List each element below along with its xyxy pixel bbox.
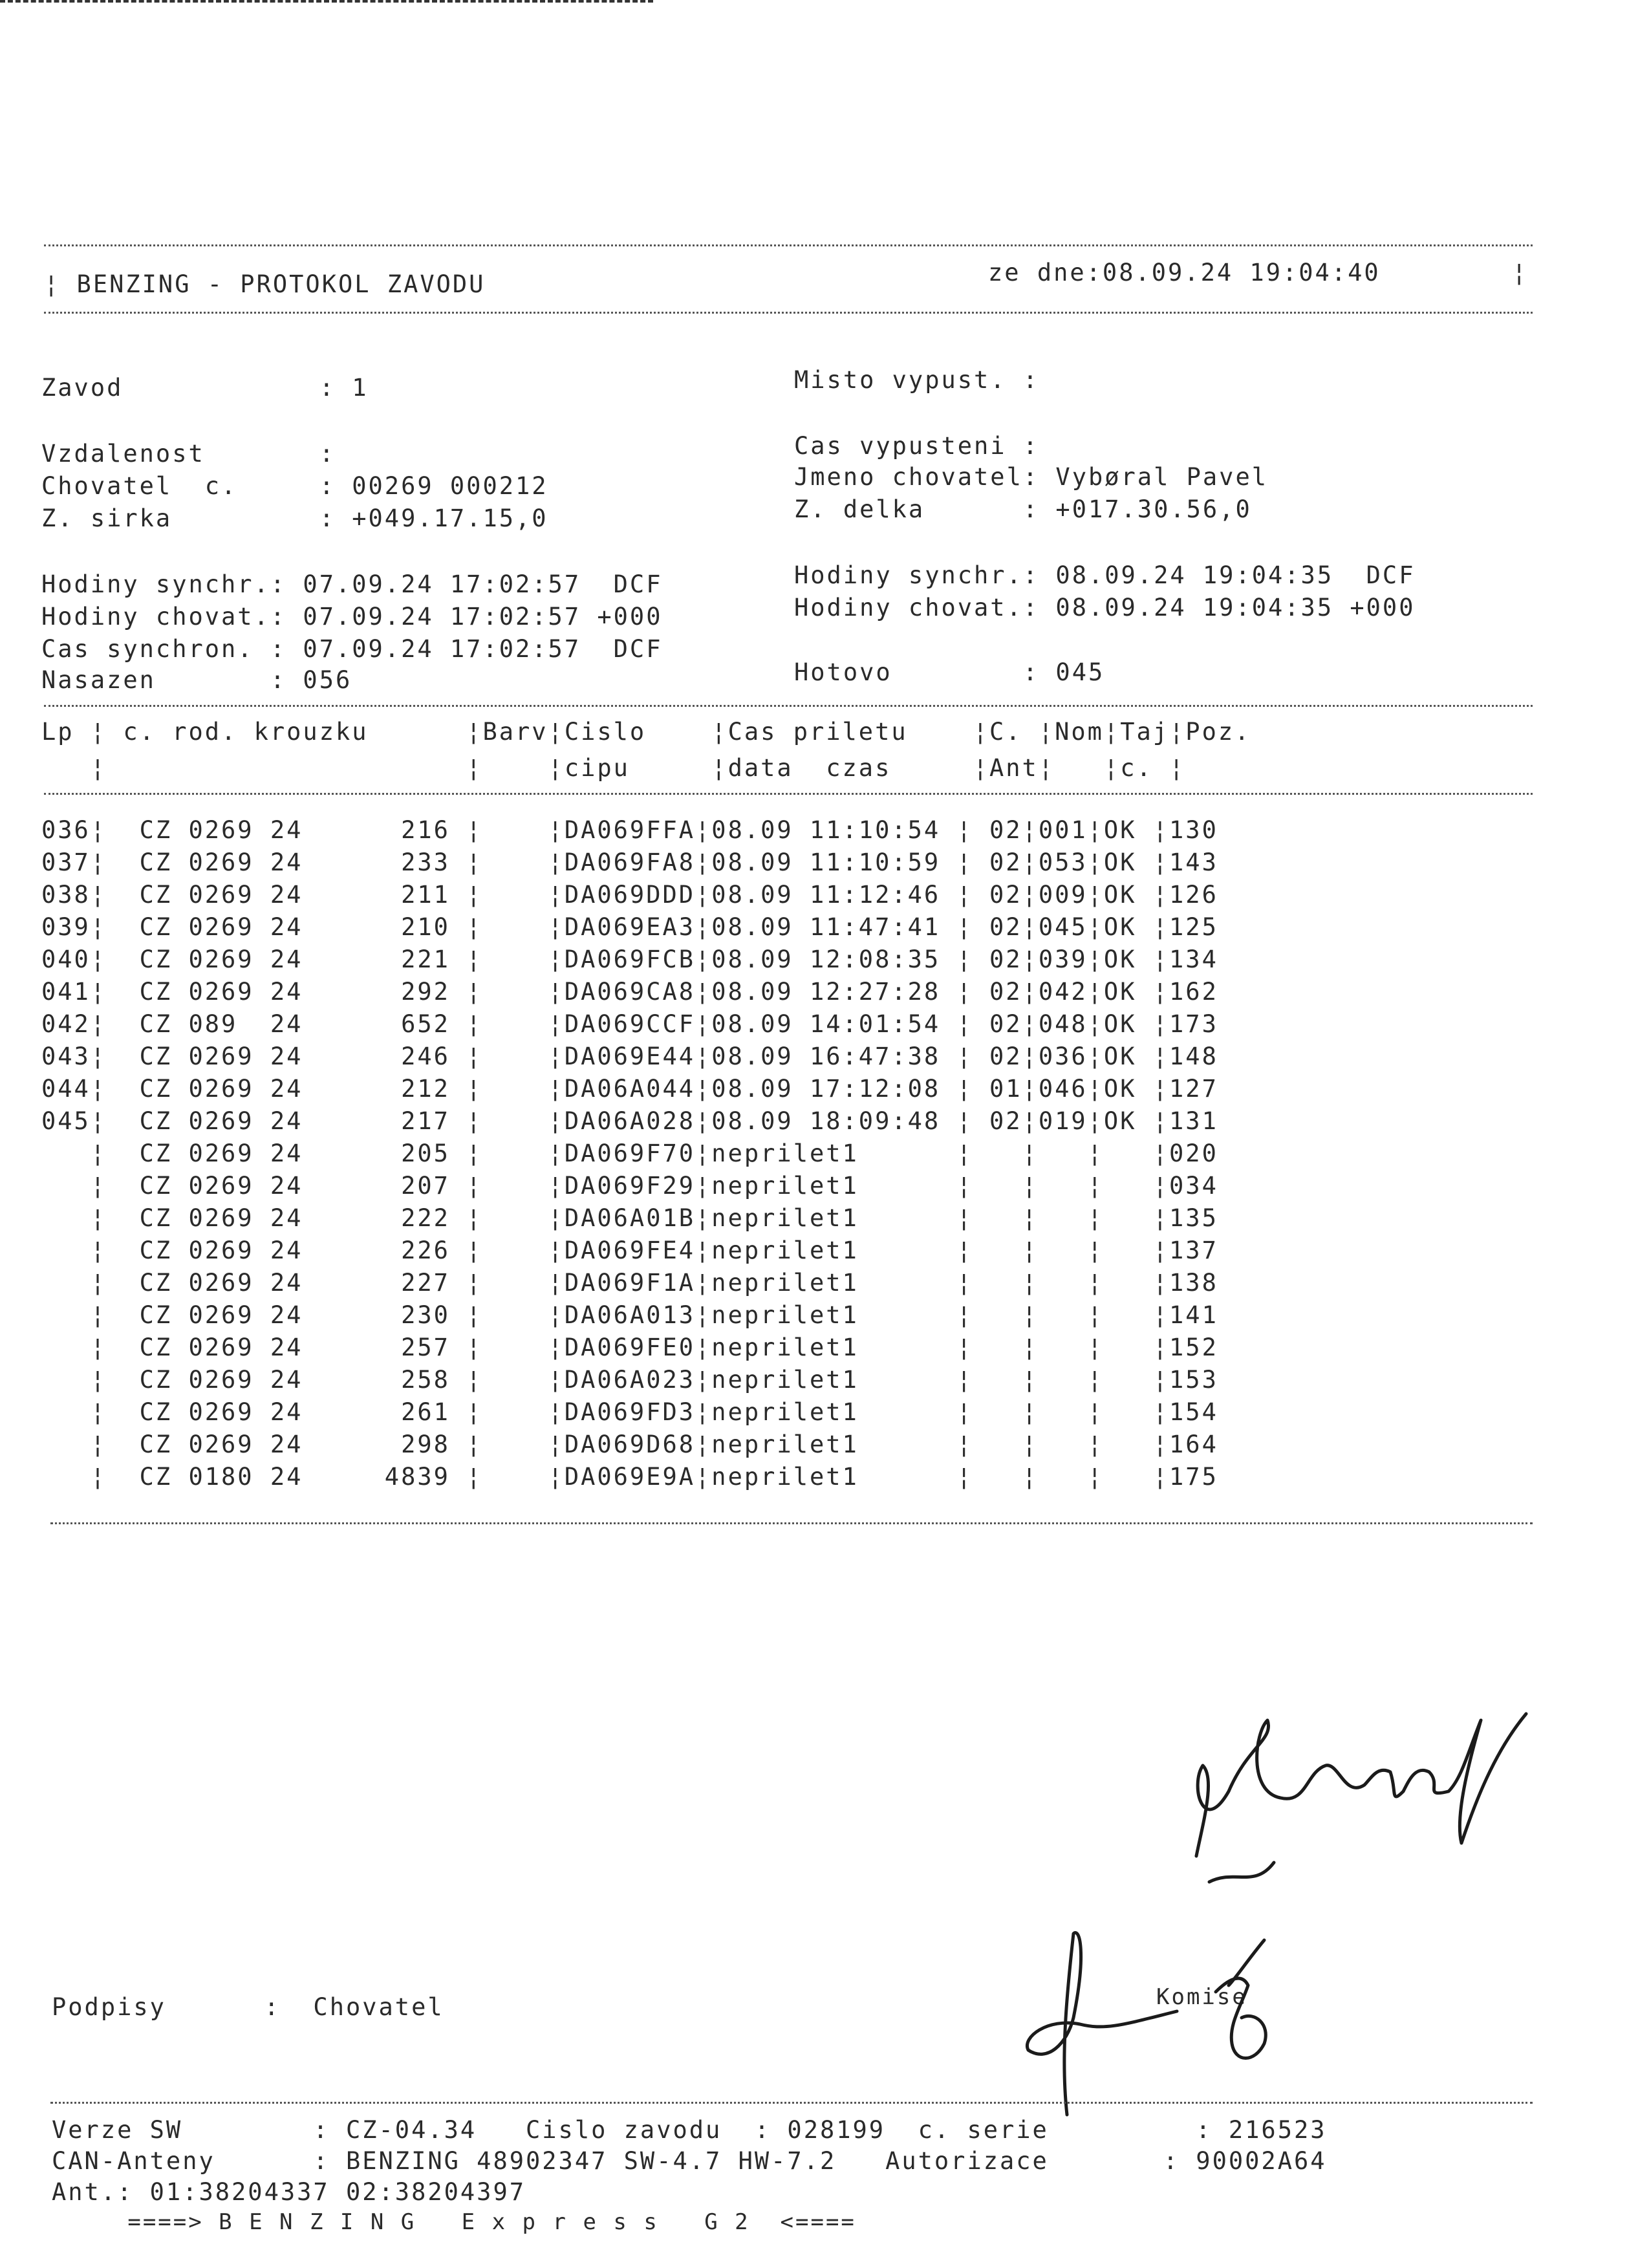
table-row: ¦ CZ 0269 24 230 ¦ ¦DA06A013¦neprilet1 ¦ ¦ ¦ ¦141 <box>41 1301 1218 1329</box>
table-row: ¦ CZ 0269 24 207 ¦ ¦DA069F29¦neprilet1 ¦ ¦ ¦ ¦034 <box>41 1172 1218 1200</box>
table-row: ¦ CZ 0269 24 226 ¦ ¦DA069FE4¦neprilet1 ¦ ¦ ¦ ¦137 <box>41 1237 1218 1264</box>
table-row: 036¦ CZ 0269 24 216 ¦ ¦DA069FFA¦08.09 11:10:54 ¦ 02¦001¦OK ¦130 <box>41 816 1218 844</box>
table-row: ¦ CZ 0269 24 222 ¦ ¦DA06A01B¦neprilet1 ¦ ¦ ¦ ¦135 <box>41 1204 1218 1232</box>
info-z-delka: Z. delka : +017.30.56,0 <box>794 495 1252 523</box>
breeder-signature <box>1177 1694 1539 1914</box>
signatures-label: Podpisy : Chovatel <box>52 1993 444 2021</box>
table-row: 037¦ CZ 0269 24 233 ¦ ¦DA069FA8¦08.09 11:10:59 ¦ 02¦053¦OK ¦143 <box>41 848 1218 876</box>
info-jmeno-chovatel: Jmeno chovatel: Vybøral Pavel <box>794 463 1269 491</box>
table-header-row-1: Lp ¦ c. rod. krouzku ¦Barv¦Cislo ¦Cas priletu ¦C. ¦Nom¦Taj¦Poz. <box>41 718 1251 746</box>
page-edge-mark <box>0 0 653 3</box>
info-chovatel-cislo: Chovatel c. : 00269 000212 <box>41 472 548 500</box>
table-header-row-2: ¦ ¦ ¦cipu ¦data czas ¦Ant¦ ¦c. ¦ <box>41 754 1186 782</box>
info-hodiny-synchr-left: Hodiny synchr.: 07.09.24 17:02:57 DCF <box>41 570 663 598</box>
footer-benzing-express: ====> B E N Z I N G E x p r e s s G 2 <==== <box>52 2209 856 2235</box>
footer-can-antennas: CAN-Anteny : BENZING 48902347 SW-4.7 HW-7.2 Autorizace : 90002A64 <box>52 2147 1327 2175</box>
info-z-sirka: Z. sirka : +049.17.15,0 <box>41 504 548 532</box>
table-row: 045¦ CZ 0269 24 217 ¦ ¦DA06A028¦08.09 18:09:48 ¦ 02¦019¦OK ¦131 <box>41 1107 1218 1135</box>
info-nasazen: Nasazen : 056 <box>41 666 352 694</box>
footer-version: Verze SW : CZ-04.34 Cislo zavodu : 028199 c. serie : 216523 <box>52 2116 1327 2144</box>
commission-signature <box>1009 1914 1280 2121</box>
table-row: 038¦ CZ 0269 24 211 ¦ ¦DA069DDD¦08.09 11:12:46 ¦ 02¦009¦OK ¦126 <box>41 881 1218 909</box>
info-hodiny-chovat-left: Hodiny chovat.: 07.09.24 17:02:57 +000 <box>41 603 663 631</box>
info-hodiny-synchr-right: Hodiny synchr.: 08.09.24 19:04:35 DCF <box>794 561 1416 589</box>
info-zavod: Zavod : 1 <box>41 374 369 402</box>
table-row: ¦ CZ 0269 24 227 ¦ ¦DA069F1A¦neprilet1 ¦ ¦ ¦ ¦138 <box>41 1269 1218 1297</box>
title-end-bar: ¦ <box>1512 259 1529 286</box>
protocol-title: ¦ BENZING - PROTOKOL ZAVODU <box>44 270 486 298</box>
table-row: ¦ CZ 0269 24 261 ¦ ¦DA069FD3¦neprilet1 ¦ ¦ ¦ ¦154 <box>41 1398 1218 1426</box>
table-row: ¦ CZ 0269 24 258 ¦ ¦DA06A023¦neprilet1 ¦ ¦ ¦ ¦153 <box>41 1366 1218 1394</box>
table-row: 042¦ CZ 089 24 652 ¦ ¦DA069CCF¦08.09 14:01:54 ¦ 02¦048¦OK ¦173 <box>41 1010 1218 1038</box>
info-vzdalenost: Vzdalenost : <box>41 440 336 468</box>
info-dotted-rule <box>44 705 1533 707</box>
table-row: 043¦ CZ 0269 24 246 ¦ ¦DA069E44¦08.09 16:47:38 ¦ 02¦036¦OK ¦148 <box>41 1042 1218 1070</box>
komise-label: Komise <box>1156 1984 1247 2010</box>
top-dotted-rule <box>44 244 1533 246</box>
info-hotovo: Hotovo : 045 <box>794 658 1105 686</box>
footer-antennas: Ant.: 01:38204337 02:38204397 <box>52 2178 526 2206</box>
info-misto-vypust: Misto vypust. : <box>794 366 1040 394</box>
protocol-date: ze dne:08.09.24 19:04:40 <box>988 259 1381 286</box>
table-row: 040¦ CZ 0269 24 221 ¦ ¦DA069FCB¦08.09 12:08:35 ¦ 02¦039¦OK ¦134 <box>41 945 1218 973</box>
info-hodiny-chovat-right: Hodiny chovat.: 08.09.24 19:04:35 +000 <box>794 594 1416 621</box>
info-cas-vypusteni: Cas vypusteni : <box>794 432 1040 460</box>
table-row: ¦ CZ 0269 24 298 ¦ ¦DA069D68¦neprilet1 ¦ ¦ ¦ ¦164 <box>41 1431 1218 1458</box>
table-row: 041¦ CZ 0269 24 292 ¦ ¦DA069CA8¦08.09 12:27:28 ¦ 02¦042¦OK ¦162 <box>41 978 1218 1006</box>
title-dotted-rule <box>44 312 1533 314</box>
info-cas-synchron: Cas synchron. : 07.09.24 17:02:57 DCF <box>41 635 663 663</box>
table-row: 044¦ CZ 0269 24 212 ¦ ¦DA06A044¦08.09 17:12:08 ¦ 01¦046¦OK ¦127 <box>41 1075 1218 1103</box>
footer-dotted-rule <box>50 2102 1533 2104</box>
table-bottom-rule <box>50 1522 1533 1524</box>
table-row: ¦ CZ 0269 24 257 ¦ ¦DA069FE0¦neprilet1 ¦ ¦ ¦ ¦152 <box>41 1334 1218 1361</box>
table-row: 039¦ CZ 0269 24 210 ¦ ¦DA069EA3¦08.09 11:47:41 ¦ 02¦045¦OK ¦125 <box>41 913 1218 941</box>
table-header-rule <box>44 793 1533 795</box>
table-row: ¦ CZ 0269 24 205 ¦ ¦DA069F70¦neprilet1 ¦ ¦ ¦ ¦020 <box>41 1139 1218 1167</box>
table-row: ¦ CZ 0180 24 4839 ¦ ¦DA069E9A¦neprilet1 ¦ ¦ ¦ ¦175 <box>41 1463 1218 1491</box>
